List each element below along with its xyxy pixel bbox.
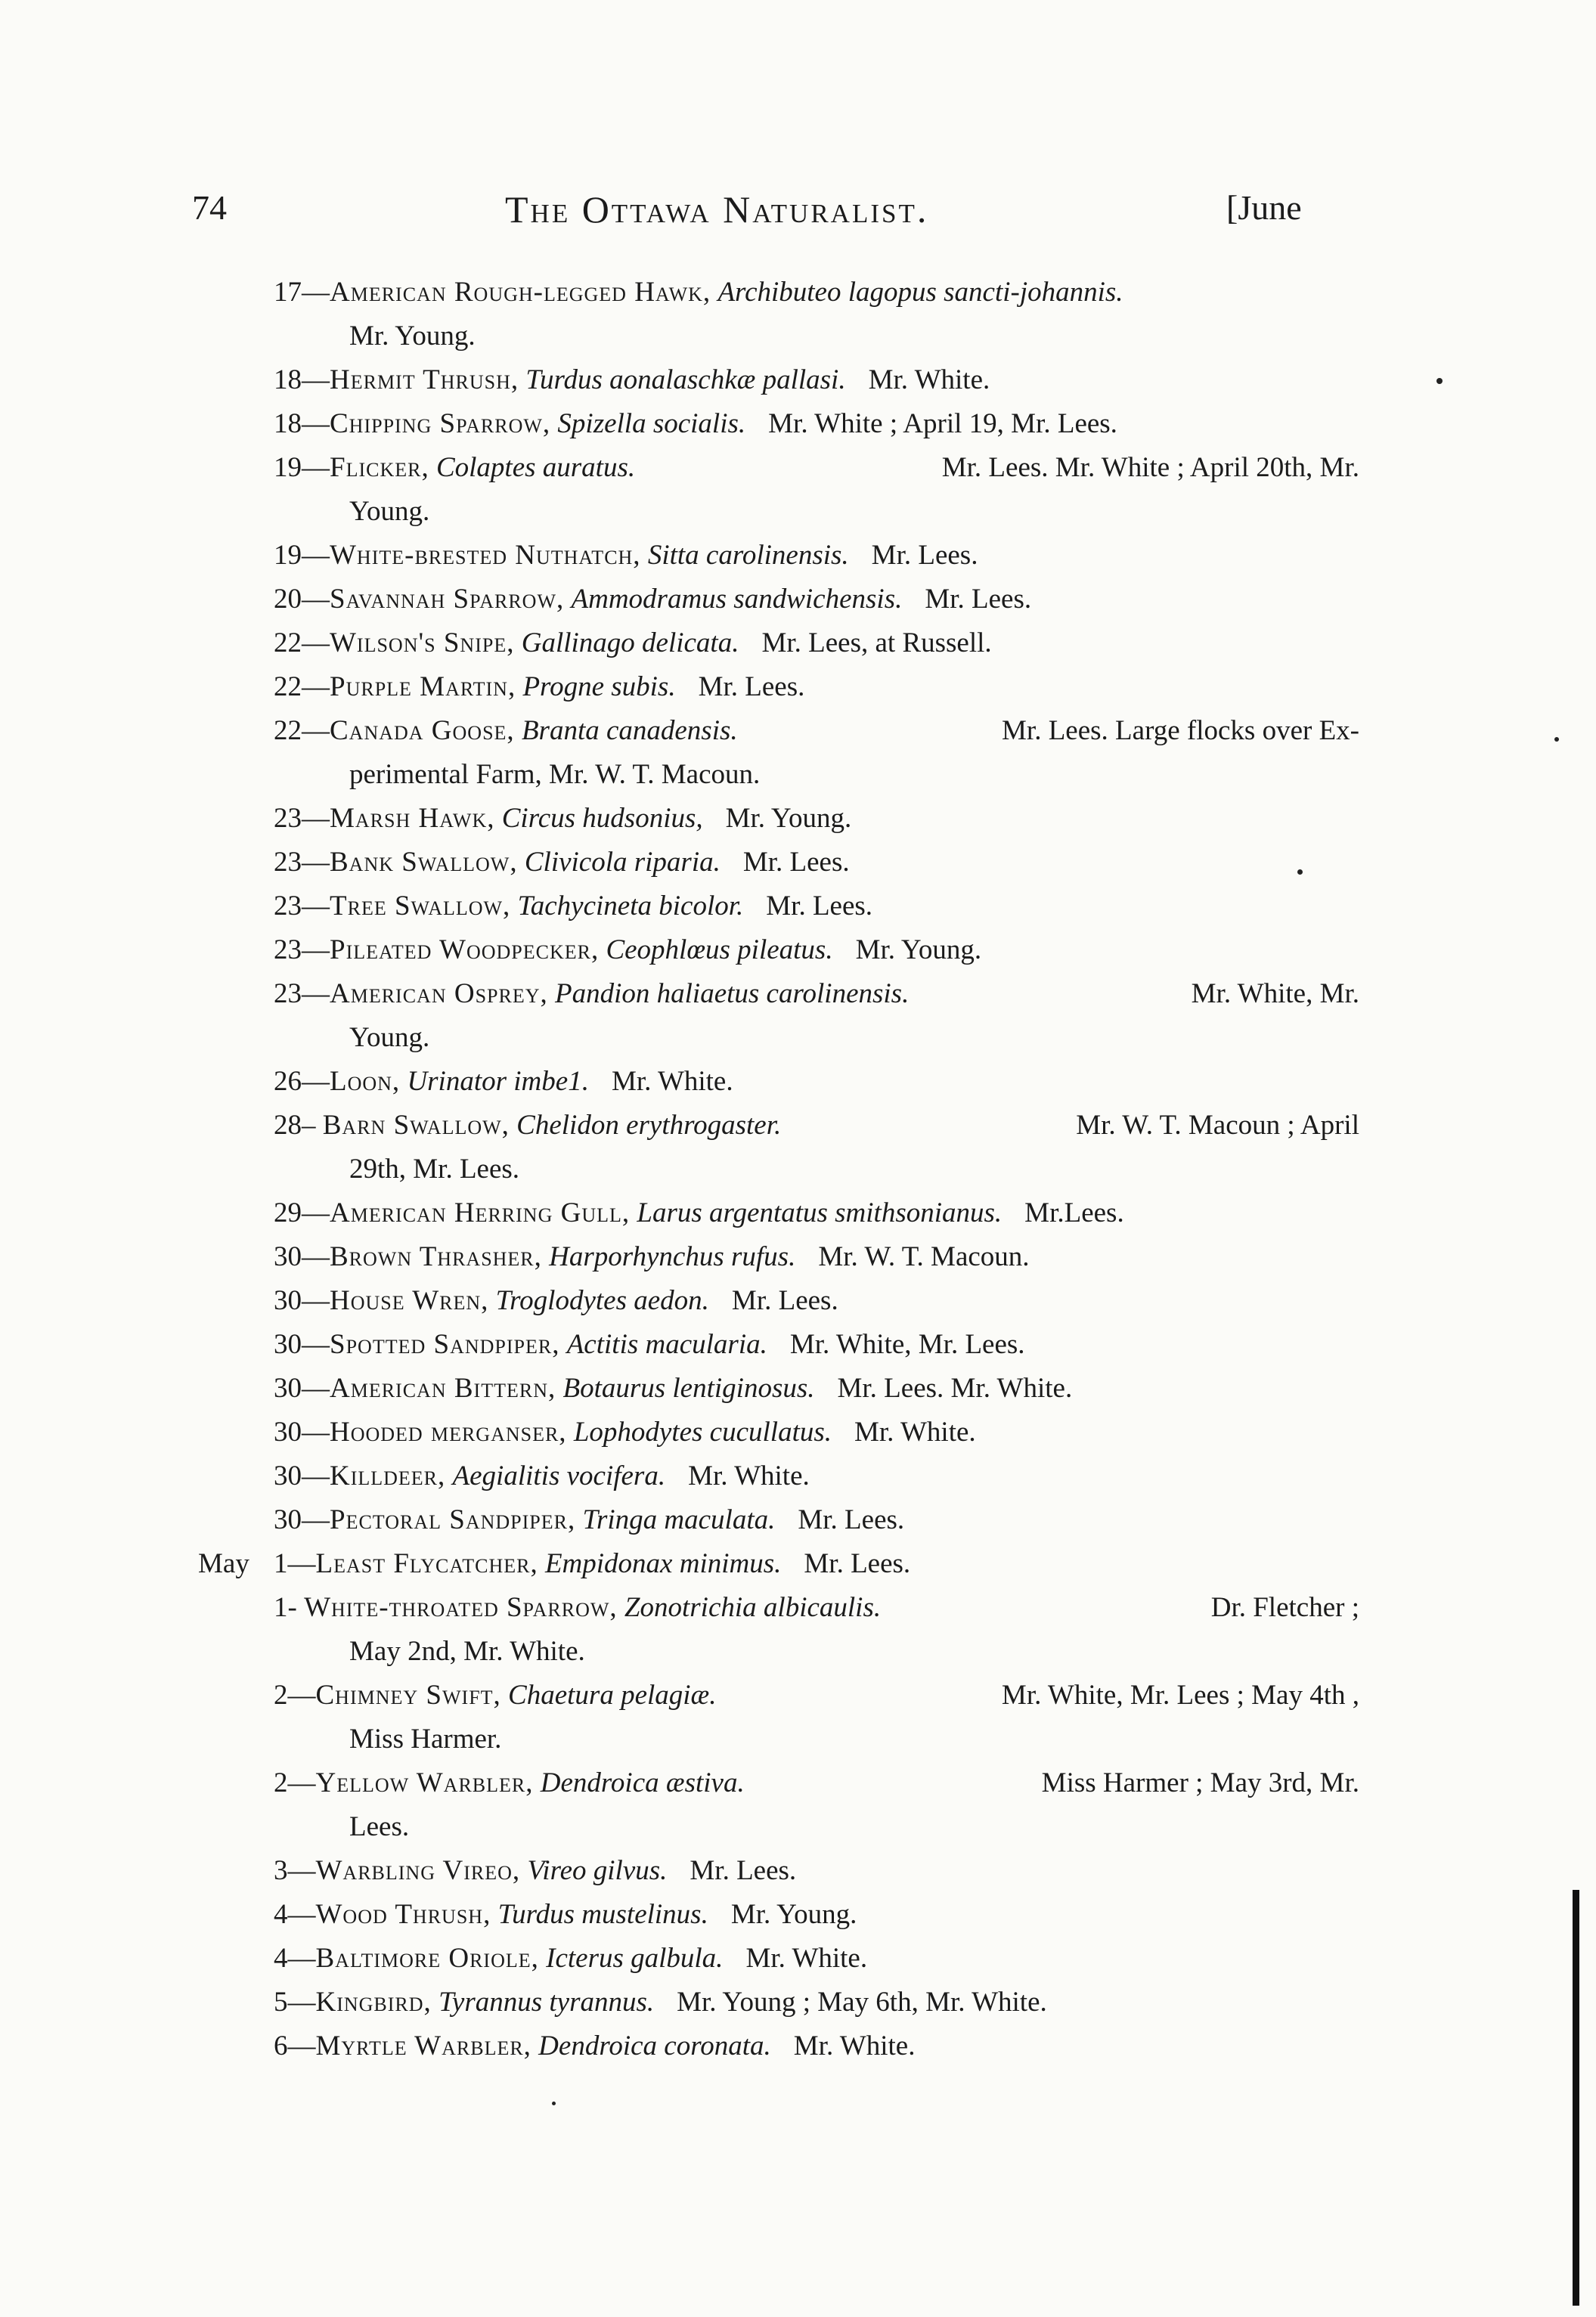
record-line: [274, 1674, 1359, 1718]
record-species: [274, 1367, 815, 1411]
record-day: 4—: [274, 1943, 316, 1974]
record-continuation: Young.: [349, 496, 430, 527]
observers: Mr. Lees.: [698, 671, 805, 702]
record-species: [274, 1323, 767, 1367]
record-continuation: perimental Farm, Mr. W. T. Macoun.: [349, 759, 761, 790]
record-day: 6—: [274, 2030, 316, 2061]
scientific-name: Actitis macularia.: [566, 1329, 767, 1360]
record-day: 22—: [274, 715, 330, 746]
record-day: 23—: [274, 934, 330, 965]
scientific-name: Pandion haliaetus carolinensis.: [555, 978, 910, 1009]
record-species: [274, 1849, 667, 1893]
common-name: Kingbird,: [315, 1987, 432, 2018]
observers: Mr. Lees. Large flocks over Ex-: [1002, 715, 1359, 746]
record-species: [274, 1542, 781, 1586]
common-name: Bank Swallow,: [330, 847, 518, 878]
record-line: [274, 928, 1359, 972]
observers: Mr. White, Mr. Lees ; May 4th ,: [1001, 1680, 1359, 1711]
scientific-name: Turdus mustelinus.: [497, 1899, 708, 1930]
scientific-name: Progne subis.: [522, 671, 676, 702]
record-line: [274, 1191, 1359, 1235]
record-day: 30—: [274, 1329, 330, 1360]
common-name: Canada Goose,: [330, 715, 515, 746]
common-name: American Bittern,: [330, 1373, 556, 1404]
bird-record: [0, 1104, 1596, 1191]
bird-record: [0, 928, 1596, 972]
common-name: Hermit Thrush,: [330, 364, 519, 395]
scientific-name: Vireo gilvus.: [527, 1855, 668, 1886]
observers: Mr. Lees.: [798, 1504, 905, 1535]
scientific-name: Clivicola riparia.: [524, 847, 721, 878]
common-name: Savannah Sparrow,: [330, 584, 565, 615]
bird-record: [0, 271, 1596, 358]
bird-record-list: [0, 271, 1596, 2068]
record-species: [274, 534, 849, 578]
record-line: [274, 1498, 1359, 1542]
scientific-name: Ceophlœus pileatus.: [606, 934, 833, 965]
scientific-name: Spizella socialis.: [557, 408, 746, 439]
scientific-name: Troglodytes aedon.: [495, 1285, 709, 1316]
scientific-name: Botaurus lentiginosus.: [562, 1373, 815, 1404]
record-species: [274, 1411, 832, 1454]
record-day: 4—: [274, 1899, 316, 1930]
observers: Mr. White.: [793, 2030, 916, 2061]
record-continuation: May 2nd, Mr. White.: [349, 1636, 585, 1667]
bird-record: [0, 1542, 1596, 1586]
record-species: [274, 358, 846, 402]
observers: Mr. White.: [868, 364, 990, 395]
bird-record: [0, 1674, 1596, 1761]
common-name: Tree Swallow,: [330, 891, 511, 922]
common-name: Marsh Hawk,: [330, 803, 495, 834]
record-species: [274, 1674, 717, 1718]
record-day: 2—: [274, 1680, 316, 1711]
observers: Mr. White, Mr.: [1191, 978, 1359, 1009]
record-species: [274, 665, 676, 709]
observers: Mr. White.: [611, 1066, 733, 1097]
observers: Mr. White ; April 19, Mr. Lees.: [768, 408, 1117, 439]
record-species: [274, 621, 739, 665]
common-name: Baltimore Oriole,: [315, 1943, 539, 1974]
record-species: [274, 446, 635, 490]
bird-record: [0, 1191, 1596, 1235]
ink-speck: [1436, 378, 1443, 384]
bird-record: [0, 665, 1596, 709]
journal-title: The Ottawa Naturalist.: [505, 188, 929, 231]
record-species: [274, 578, 902, 621]
record-day: 30—: [274, 1241, 330, 1272]
observers: Mr. Lees.: [731, 1285, 838, 1316]
bird-record: [0, 358, 1596, 402]
record-continuation: Mr. Young.: [349, 321, 476, 352]
record-species: [274, 972, 909, 1016]
record-line: [274, 1981, 1359, 2024]
bird-record: [0, 1937, 1596, 1981]
record-continuation: Miss Harmer.: [349, 1724, 502, 1755]
record-line: [274, 1761, 1359, 1805]
record-day: 23—: [274, 847, 330, 878]
bird-record: [0, 1761, 1596, 1849]
record-species: [274, 1279, 709, 1323]
record-line: [274, 1235, 1359, 1279]
record-line: [274, 534, 1359, 578]
record-species: [274, 884, 743, 928]
record-species: [274, 928, 833, 972]
record-species: [274, 709, 738, 753]
scientific-name: Tyrannus tyrannus.: [439, 1987, 655, 2018]
scientific-name: Branta canadensis.: [521, 715, 738, 746]
record-line: [274, 841, 1359, 884]
record-day: 30—: [274, 1461, 330, 1491]
record-line: [274, 1279, 1359, 1323]
record-species: [274, 271, 1123, 314]
common-name: Spotted Sandpiper,: [330, 1329, 560, 1360]
observers: Mr. White.: [688, 1461, 810, 1491]
record-day: 30—: [274, 1504, 330, 1535]
record-line: [274, 402, 1359, 446]
record-line: [274, 1454, 1359, 1498]
record-species: [274, 1937, 723, 1981]
observers: Mr. Lees. Mr. White ; April 20th, Mr.: [941, 452, 1359, 483]
record-line: [274, 709, 1359, 753]
record-species: [274, 797, 703, 841]
record-day: 30—: [274, 1373, 330, 1404]
record-day: 3—: [274, 1855, 316, 1886]
ink-speck: [1554, 737, 1559, 742]
scientific-name: Gallinago delicata.: [521, 627, 739, 658]
bird-record: [0, 1323, 1596, 1367]
common-name: American Rough-legged Hawk,: [330, 277, 711, 308]
scientific-name: Tachycineta bicolor.: [517, 891, 744, 922]
record-day: 5—: [274, 1987, 316, 2018]
record-line: [274, 1060, 1359, 1104]
record-species: [274, 1060, 589, 1104]
record-day: 23—: [274, 978, 330, 1009]
bird-record: [0, 1586, 1596, 1674]
observers: Mr. Lees.: [925, 584, 1032, 615]
scientific-name: Aegialitis vocifera.: [452, 1461, 666, 1491]
record-line: [274, 1893, 1359, 1937]
scientific-name: Turdus aonalaschkæ pallasi.: [525, 364, 846, 395]
record-day: 23—: [274, 891, 330, 922]
observers: Dr. Fletcher ;: [1210, 1592, 1359, 1623]
observers: Mr. Lees.: [871, 540, 978, 571]
observers: Mr. Lees, at Russell.: [761, 627, 992, 658]
scan-edge-mark: [1573, 1890, 1579, 2306]
scientific-name: Ammodramus sandwichensis.: [571, 584, 903, 615]
record-day: 22—: [274, 671, 330, 702]
record-line: [274, 1323, 1359, 1367]
common-name: Wood Thrush,: [315, 1899, 491, 1930]
scientific-name: Harporhynchus rufus.: [549, 1241, 796, 1272]
record-species: [274, 1498, 775, 1542]
bird-record: [0, 1981, 1596, 2024]
scientific-name: Chaetura pelagiæ.: [508, 1680, 717, 1711]
record-line: [274, 2024, 1359, 2068]
common-name: Myrtle Warbler,: [315, 2030, 531, 2061]
scientific-name: Urinator imbe1.: [407, 1066, 589, 1097]
observers: Mr. Young.: [725, 803, 852, 834]
record-day: 1—: [274, 1548, 316, 1579]
observers: Mr. Lees.: [742, 847, 850, 878]
scientific-name: Dendroica coronata.: [538, 2030, 771, 2061]
bird-record: [0, 446, 1596, 534]
record-line: [274, 1367, 1359, 1411]
observers: Mr. Young.: [730, 1899, 857, 1930]
record-continuation: Young.: [349, 1022, 430, 1053]
record-line: [274, 621, 1359, 665]
observers: Mr. Lees.: [690, 1855, 797, 1886]
common-name: Killdeer,: [330, 1461, 446, 1491]
record-day: 17—: [274, 277, 330, 308]
scientific-name: Chelidon erythrogaster.: [516, 1110, 782, 1141]
record-day: 30—: [274, 1285, 330, 1316]
record-species: [274, 2024, 771, 2068]
scientific-name: Dendroica æstiva.: [540, 1767, 745, 1798]
bird-record: [0, 1235, 1596, 1279]
record-line: [274, 1937, 1359, 1981]
record-line: [274, 1586, 1359, 1630]
bird-record: [0, 972, 1596, 1060]
record-line: [274, 358, 1359, 402]
scientific-name: Empidonax minimus.: [544, 1548, 782, 1579]
observers: Mr. Young ; May 6th, Mr. White.: [677, 1987, 1047, 2018]
record-species: [274, 1454, 665, 1498]
record-species: [274, 1104, 781, 1148]
common-name: Pileated Woodpecker,: [330, 934, 600, 965]
bird-record: [0, 1367, 1596, 1411]
record-line: [274, 884, 1359, 928]
record-day: 18—: [274, 408, 330, 439]
record-species: [274, 1586, 881, 1630]
record-species: [274, 841, 721, 884]
observers: Mr.Lees.: [1024, 1197, 1124, 1228]
record-line: [274, 665, 1359, 709]
record-day: 30—: [274, 1417, 330, 1448]
bird-record: [0, 2024, 1596, 2068]
record-day: 20—: [274, 584, 330, 615]
scientific-name: Zonotrichia albicaulis.: [624, 1592, 882, 1623]
scientific-name: Lophodytes cucullatus.: [573, 1417, 832, 1448]
common-name: Chimney Swift,: [315, 1680, 501, 1711]
bird-record: [0, 841, 1596, 884]
running-month: [June: [1226, 188, 1302, 227]
bird-record: [0, 578, 1596, 621]
common-name: House Wren,: [330, 1285, 489, 1316]
common-name: Wilson's Snipe,: [330, 627, 515, 658]
record-day: 19—: [274, 540, 330, 571]
record-day: 28–: [274, 1110, 323, 1141]
record-line: [274, 578, 1359, 621]
observers: Miss Harmer ; May 3rd, Mr.: [1041, 1767, 1359, 1798]
common-name: Yellow Warbler,: [315, 1767, 534, 1798]
common-name: Barn Swallow,: [322, 1110, 510, 1141]
bird-record: [0, 884, 1596, 928]
observers: Mr. Lees.: [804, 1548, 911, 1579]
record-day: 18—: [274, 364, 330, 395]
record-line: [274, 1104, 1359, 1148]
scientific-name: Larus argentatus smithsonianus.: [637, 1197, 1003, 1228]
observers: Mr. W. T. Macoun ; April: [1076, 1110, 1359, 1141]
record-line: [274, 1411, 1359, 1454]
common-name: White-throated Sparrow,: [304, 1592, 618, 1623]
common-name: Flicker,: [330, 452, 429, 483]
bird-record: [0, 1454, 1596, 1498]
page-header: [0, 172, 1596, 240]
common-name: American Herring Gull,: [330, 1197, 631, 1228]
record-line: [274, 972, 1359, 1016]
record-day: 22—: [274, 627, 330, 658]
bird-record: [0, 1279, 1596, 1323]
common-name: Purple Martin,: [330, 671, 516, 702]
common-name: Least Flycatcher,: [315, 1548, 538, 1579]
record-continuation: 29th, Mr. Lees.: [349, 1154, 520, 1185]
record-day: 29—: [274, 1197, 330, 1228]
common-name: Brown Thrasher,: [330, 1241, 542, 1272]
scientific-name: Tringa maculata.: [582, 1504, 776, 1535]
ink-speck: [552, 2102, 556, 2105]
record-line: [274, 446, 1359, 490]
bird-record: [0, 1849, 1596, 1893]
scientific-name: Circus hudsonius,: [501, 803, 703, 834]
common-name: Chipping Sparrow,: [330, 408, 551, 439]
record-day: 26—: [274, 1066, 330, 1097]
scientific-name: Icterus galbula.: [546, 1943, 724, 1974]
record-line: [274, 1542, 1359, 1586]
observers: Mr. White, Mr. Lees.: [789, 1329, 1025, 1360]
record-day: 19—: [274, 452, 330, 483]
record-species: [274, 1761, 745, 1805]
record-species: [274, 1191, 1002, 1235]
record-continuation: Lees.: [349, 1811, 410, 1842]
observers: Mr. White.: [745, 1943, 868, 1974]
scientific-name: Sitta carolinensis.: [647, 540, 849, 571]
record-species: [274, 1235, 795, 1279]
common-name: White-brested Nuthatch,: [330, 540, 641, 571]
record-day: 23—: [274, 803, 330, 834]
month-label: May: [198, 1548, 249, 1579]
bird-record: [0, 1893, 1596, 1937]
bird-record: [0, 1498, 1596, 1542]
common-name: Loon,: [330, 1066, 401, 1097]
page-number: 74: [192, 188, 227, 227]
ink-speck: [1297, 869, 1303, 875]
bird-record: [0, 1060, 1596, 1104]
observers: Mr. White.: [854, 1417, 976, 1448]
bird-record: [0, 621, 1596, 665]
bird-record: [0, 1411, 1596, 1454]
record-species: [274, 1981, 654, 2024]
bird-record: [0, 534, 1596, 578]
observers: Mr. W. T. Macoun.: [818, 1241, 1030, 1272]
record-line: [274, 1849, 1359, 1893]
record-day: 1-: [274, 1592, 305, 1623]
bird-record: [0, 797, 1596, 841]
bird-record: [0, 709, 1596, 797]
record-species: [274, 402, 745, 446]
common-name: Warbling Vireo,: [315, 1855, 521, 1886]
record-line: [274, 797, 1359, 841]
common-name: American Osprey,: [330, 978, 548, 1009]
observers: Mr. Lees.: [766, 891, 873, 922]
record-species: [274, 1893, 708, 1937]
record-day: 2—: [274, 1767, 316, 1798]
common-name: Hooded merganser,: [330, 1417, 567, 1448]
observers: Mr. Lees. Mr. White.: [837, 1373, 1073, 1404]
common-name: Pectoral Sandpiper,: [330, 1504, 576, 1535]
scientific-name: Colaptes auratus.: [435, 452, 636, 483]
record-line: [274, 271, 1359, 314]
observers: Mr. Young.: [855, 934, 982, 965]
scientific-name: Archibuteo lagopus sancti-johannis.: [717, 277, 1123, 308]
bird-record: [0, 402, 1596, 446]
